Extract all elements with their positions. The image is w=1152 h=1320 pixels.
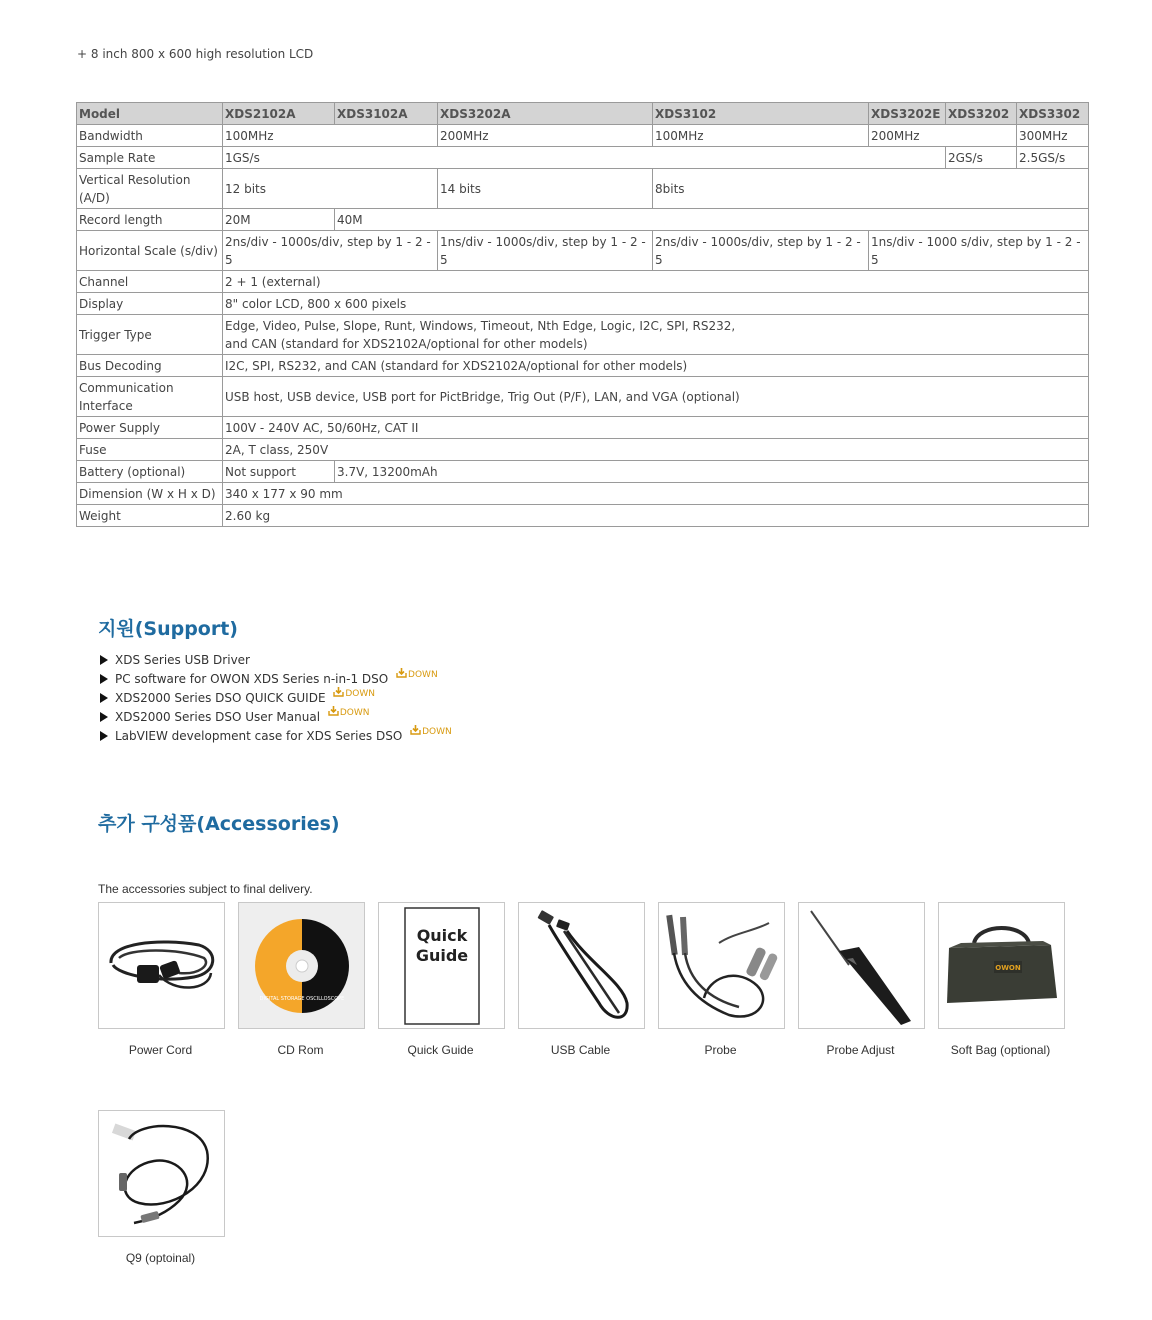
- booklet-line-1: Quick: [416, 926, 468, 945]
- row-label: Sample Rate: [77, 147, 223, 169]
- row-label: Weight: [77, 505, 223, 527]
- download-link[interactable]: [333, 685, 375, 704]
- accessory-probe-adjust: [798, 902, 938, 1057]
- row-label: Bus Decoding: [77, 355, 223, 377]
- q9-cable-icon: [99, 1111, 224, 1236]
- download-label: DOWN: [339, 708, 370, 718]
- header-cell: XDS3202E: [869, 103, 946, 125]
- download-label: DOWN: [345, 689, 376, 699]
- header-cell: XDS3202: [946, 103, 1017, 125]
- table-cell: 12 bits: [223, 169, 438, 209]
- table-row: [77, 483, 1089, 505]
- row-label: Communication Interface: [77, 377, 223, 417]
- table-cell: [223, 315, 1089, 355]
- cd-disc-text: DIGITAL STORAGE OSCILLOSCOPE: [259, 996, 345, 1002]
- row-label: Bandwidth: [77, 125, 223, 147]
- table-row: [77, 293, 1089, 315]
- accessories-note: The accessories subject to final delivery.: [98, 882, 313, 896]
- accessory-image: [238, 902, 365, 1029]
- accessory-quick-guide: [378, 902, 518, 1057]
- bag-brand: OWON: [995, 964, 1021, 972]
- download-label: DOWN: [408, 670, 438, 680]
- power-cord-icon: [99, 903, 224, 1028]
- table-cell: 8bits: [653, 169, 1089, 209]
- accessory-image: [518, 902, 645, 1029]
- row-label: Dimension (W x H x D): [77, 483, 223, 505]
- accessory-usb-cable: [518, 902, 658, 1057]
- booklet-line-2: Guide: [415, 946, 469, 965]
- table-cell: 2.60 kg: [223, 505, 1089, 527]
- table-cell: 200MHz: [869, 125, 1017, 147]
- accessory-label: Probe Adjust: [826, 1043, 895, 1057]
- row-label: Trigger Type: [77, 315, 223, 355]
- accessory-label: Soft Bag (optional): [950, 1043, 1051, 1057]
- header-cell: XDS2102A: [223, 103, 335, 125]
- table-cell: 40M: [335, 209, 1089, 231]
- table-cell: 1GS/s: [223, 147, 946, 169]
- download-icon: [410, 725, 421, 735]
- support-item-text: XDS Series USB Driver: [115, 653, 250, 667]
- accessories-title: 추가 구성품(Accessories): [98, 813, 340, 835]
- table-row: [77, 169, 1089, 209]
- table-cell: 2ns/div - 1000s/div, step by 1 - 2 - 5: [223, 231, 438, 271]
- table-cell: 100MHz: [223, 125, 438, 147]
- download-icon: [396, 668, 407, 678]
- booklet-icon: [379, 903, 504, 1028]
- intro-text: + 8 inch 800 x 600 high resolution LCD: [77, 47, 314, 61]
- table-cell: 20M: [223, 209, 335, 231]
- bullet-triangle-icon: [100, 731, 108, 741]
- probe-icon: [659, 903, 784, 1028]
- table-row: [77, 377, 1089, 417]
- table-cell: 3.7V, 13200mAh: [335, 461, 1089, 483]
- soft-bag-icon: [939, 903, 1064, 1028]
- accessory-image: [798, 902, 925, 1029]
- table-row: [77, 355, 1089, 377]
- accessory-image: [658, 902, 785, 1029]
- table-row: [77, 439, 1089, 461]
- table-cell: 2GS/s: [946, 147, 1017, 169]
- row-label: Record length: [77, 209, 223, 231]
- support-item-text: XDS2000 Series DSO User Manual: [115, 710, 321, 724]
- header-cell: Model: [77, 103, 223, 125]
- table-cell: 1ns/div - 1000s/div, step by 1 - 2 - 5: [438, 231, 653, 271]
- support-item-text: PC software for OWON XDS Series n-in-1 DSO: [115, 672, 389, 686]
- accessory-label: Probe: [704, 1043, 737, 1057]
- accessory-soft-bag: [938, 902, 1078, 1057]
- accessory-label: Power Cord: [128, 1043, 193, 1057]
- row-label: Horizontal Scale (s/div): [77, 231, 223, 271]
- table-cell: USB host, USB device, USB port for PictBridge, Trig Out (P/F), LAN, and VGA (optional): [223, 377, 1089, 417]
- table-row: [77, 271, 1089, 293]
- header-cell: XDS3102A: [335, 103, 438, 125]
- support-title: 지원(Support): [98, 618, 238, 640]
- download-link[interactable]: [410, 723, 452, 742]
- bullet-triangle-icon: [100, 674, 108, 684]
- cd-icon: [239, 903, 364, 1028]
- table-cell: 2 + 1 (external): [223, 271, 1089, 293]
- support-item[interactable]: [100, 670, 452, 689]
- table-row: [77, 209, 1089, 231]
- download-icon: [328, 706, 339, 716]
- row-label: Fuse: [77, 439, 223, 461]
- accessory-cd-rom: [238, 902, 378, 1057]
- table-row: [77, 461, 1089, 483]
- bullet-triangle-icon: [100, 655, 108, 665]
- accessory-image: [98, 1110, 225, 1237]
- support-item-text: LabVIEW development case for XDS Series DSO: [115, 729, 403, 743]
- table-cell: 100V - 240V AC, 50/60Hz, CAT II: [223, 417, 1089, 439]
- trigger-line-2: and CAN (standard for XDS2102A/optional for other models): [225, 336, 588, 351]
- download-icon: [333, 687, 344, 697]
- row-label: Display: [77, 293, 223, 315]
- accessory-label: Quick Guide: [407, 1043, 474, 1057]
- support-item[interactable]: [100, 708, 452, 727]
- accessory-label: CD Rom: [277, 1043, 324, 1057]
- support-list: [100, 651, 452, 746]
- table-cell: 100MHz: [653, 125, 869, 147]
- accessory-image: [938, 902, 1065, 1029]
- trigger-line-1: Edge, Video, Pulse, Slope, Runt, Windows, Timeout, Nth Edge, Logic, I2C, SPI, RS232,: [225, 318, 736, 333]
- header-cell: XDS3102: [653, 103, 869, 125]
- table-row: [77, 315, 1089, 355]
- row-label: Battery (optional): [77, 461, 223, 483]
- table-cell: 340 x 177 x 90 mm: [223, 483, 1089, 505]
- usb-cable-icon: [519, 903, 644, 1028]
- table-cell: 300MHz: [1017, 125, 1089, 147]
- table-cell: 200MHz: [438, 125, 653, 147]
- table-cell: 2.5GS/s: [1017, 147, 1089, 169]
- table-cell: 8" color LCD, 800 x 600 pixels: [223, 293, 1089, 315]
- table-row: [77, 125, 1089, 147]
- table-row: [77, 417, 1089, 439]
- download-label: DOWN: [422, 727, 452, 737]
- row-label: Power Supply: [77, 417, 223, 439]
- table-cell: I2C, SPI, RS232, and CAN (standard for XDS2102A/optional for other models): [223, 355, 1089, 377]
- spec-table: [76, 102, 1089, 527]
- bullet-triangle-icon: [100, 712, 108, 722]
- table-cell: 2A, T class, 250V: [223, 439, 1089, 461]
- accessory-label: Q9 (optoinal): [125, 1251, 196, 1265]
- download-link[interactable]: [328, 704, 370, 723]
- support-item-text: XDS2000 Series DSO QUICK GUIDE: [115, 691, 326, 705]
- accessory-power-cord: [98, 902, 238, 1057]
- header-cell: XDS3302: [1017, 103, 1089, 125]
- row-label: Vertical Resolution (A/D): [77, 169, 223, 209]
- table-cell: Not support: [223, 461, 335, 483]
- accessory-label: USB Cable: [550, 1043, 611, 1057]
- bullet-triangle-icon: [100, 693, 108, 703]
- accessory-q9: [98, 1110, 238, 1265]
- probe-adjust-icon: [799, 903, 924, 1028]
- table-cell: 14 bits: [438, 169, 653, 209]
- table-cell: 2ns/div - 1000s/div, step by 1 - 2 - 5: [653, 231, 869, 271]
- accessory-probe: [658, 902, 798, 1057]
- table-row: [77, 505, 1089, 527]
- support-item[interactable]: [100, 689, 452, 708]
- accessory-image: [378, 902, 505, 1029]
- support-item[interactable]: [100, 727, 452, 746]
- row-label: Channel: [77, 271, 223, 293]
- header-cell: XDS3202A: [438, 103, 653, 125]
- download-link[interactable]: [396, 666, 438, 685]
- accessory-image: [98, 902, 225, 1029]
- table-header-row: [77, 103, 1089, 125]
- table-row: [77, 147, 1089, 169]
- table-row: [77, 231, 1089, 271]
- table-cell: 1ns/div - 1000 s/div, step by 1 - 2 - 5: [869, 231, 1089, 271]
